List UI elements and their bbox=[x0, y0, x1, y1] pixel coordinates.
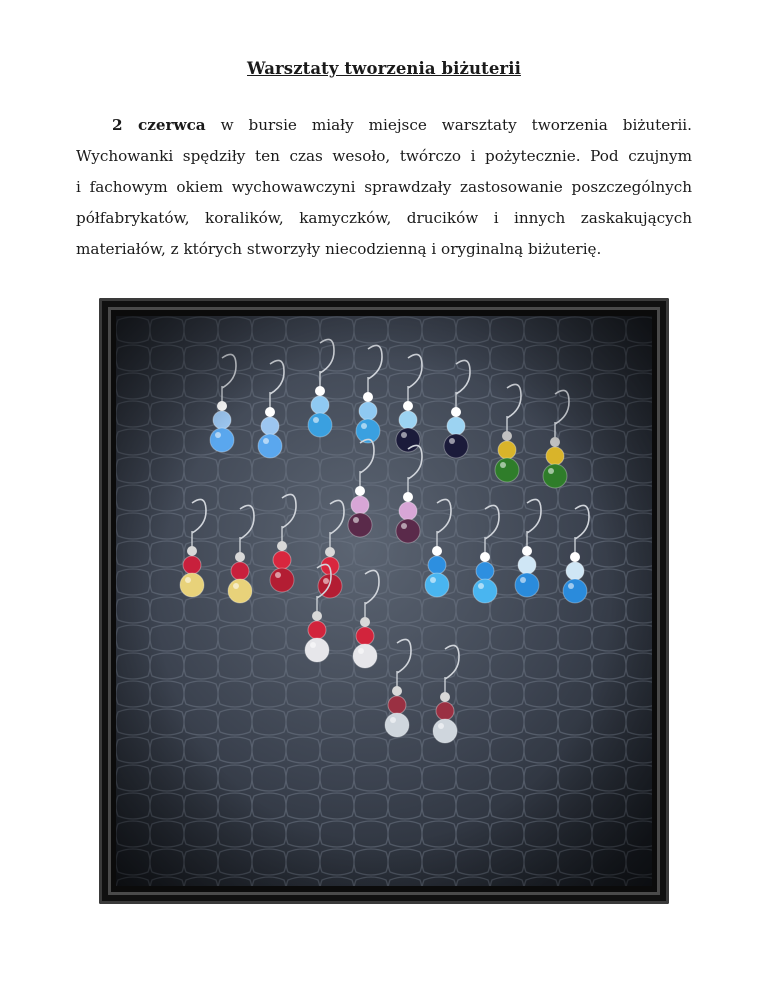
jewelry-photo bbox=[116, 316, 652, 886]
paragraph-line-1 bbox=[76, 110, 692, 141]
paragraph-line-1-rest: w bursie miały miejsce warsztaty tworzenia biżuterii. bbox=[205, 116, 692, 134]
document-title: Warsztaty tworzenia biżuterii bbox=[247, 59, 521, 78]
paragraph-line-5: materiałów, z których stworzyły niecodzienną i oryginalną biżuterię. bbox=[76, 240, 602, 258]
body-paragraph bbox=[76, 110, 692, 265]
photo-vignette bbox=[116, 316, 652, 886]
paragraph-line-4: półfabrykatów, koralików, kamyczków, drucików i innych zaskakujących bbox=[76, 209, 692, 227]
paragraph-line-3: i fachowym okiem wychowawczyni sprawdzały zastosowanie poszczególnych bbox=[76, 178, 692, 196]
jewelry-photo-image bbox=[116, 316, 652, 886]
date-lead: 2 czerwca bbox=[112, 116, 206, 134]
paragraph-line-2: Wychowanki spędziły ten czas wesoło, twórczo i pożytecznie. Pod czujnym bbox=[76, 147, 692, 165]
